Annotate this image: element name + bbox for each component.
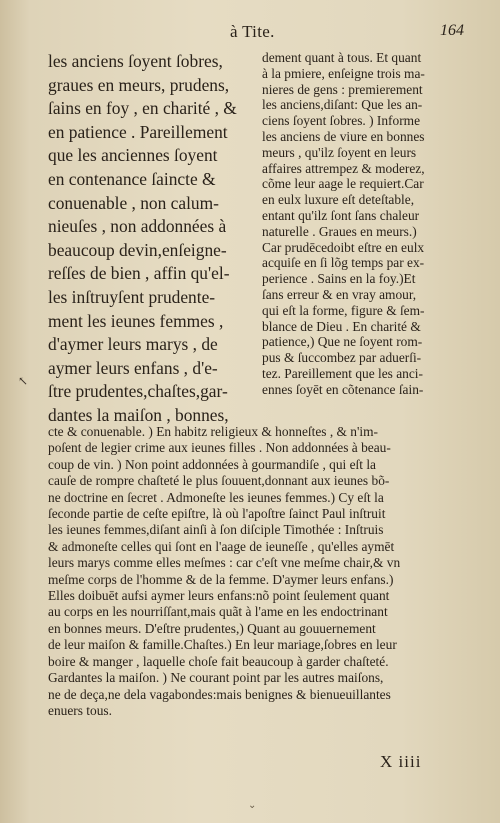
text-line: entant qu'ilz ſont ſans chaleur [262,207,420,223]
text-line: les ieunes femmes,diſant ainſi à ſon diſciple Timothée : Inſtruis [48,522,384,538]
text-line: Car prudēcedoibt eſtre en eulx [262,239,425,255]
text-line: cte & conuenable. ) En habitz religieux & honneſtes , & n'im- [48,424,379,439]
text-line: acquiſe en ſi lõg temps par ex- [262,255,425,271]
text-line: à la pmiere, enſeigne trois ma- [262,65,425,81]
text-line: les anciens ſoyent ſobres, [48,51,223,71]
text-line: que les anciennes ſoyent [48,145,218,166]
text-line: poſent de legier crime aux ieunes filles . Non addonnées à beau- [48,440,391,456]
text-line: leurs marys comme elles meſmes : car c'eſt vne meſme chair,& vn [48,555,401,571]
text-line: les inſtruyſent prudente- [48,286,216,307]
text-line: boire & manger , laquelle choſe fait beaucoup à garder chaſteté. [48,653,389,669]
text-line: affaires attrempez & moderez, [262,160,425,176]
text-line: en eulx luxure eſt deteſtable, [262,192,415,208]
flourish-ornament: ⌄ [248,800,257,811]
text-line: en bonnes meurs. D'eſtre prudentes,) Quant au gouuernement [48,620,376,636]
text-line: nieuſes , non addonnées à [48,216,227,237]
text-line: d'aymer leurs marys , de [48,334,218,355]
full-width-commentary [48,424,478,719]
page-header [0,22,500,44]
text-line: au corps en les nourriſſant,mais quãt à l'ame en les endoctrinant [48,604,388,620]
text-line: patience,) Que ne ſoyent rom- [262,334,423,350]
text-line: perience . Sains en la foy.)Et [262,271,416,287]
text-line: meſme corps de l'homme & de la femme. D'aymer leurs enfans.) [48,571,394,587]
text-line: & admoneſte celles qui ſont en l'aage de ieuneſſe , qu'elles aymēt [48,538,395,554]
text-line: en contenance ſaincte & [48,168,216,189]
text-line: meurs , qu'ilz ſoyent en leurs [262,144,417,160]
text-line: ſtre prudentes,chaſtes,gar- [48,381,228,402]
text-line: blance de Dieu . En charité & [262,318,421,334]
text-line: conuenable , non calum- [48,192,219,213]
text-line: les anciens,diſant: Que les an- [262,97,423,113]
text-line: en patience . Pareillement [48,121,228,142]
text-line: cauſe de rompre chaſteté le plus ſouuent,donnant aux ieunes bõ- [48,473,390,489]
text-line: ennes ſoyēt en cõtenance ſain- [262,381,424,397]
text-line: cõme leur aage le requiert.Car [262,176,424,192]
text-line: qui eſt la forme, figure & ſem- [262,302,425,318]
right-column-commentary [262,50,477,398]
marginal-mark: ↖ [18,374,29,388]
text-line: ne doctrine en ſecret . Admoneſte les ieunes femmes.) Cy eſt la [48,489,384,505]
text-line: beaucoup devin,enſeigne- [48,239,227,260]
text-line: ſeconde partie de ceſte epiſtre, là où l'apoſtre ſainct Paul inſtruit [48,506,386,522]
text-line: ſains en foy , en charité , & [48,98,237,119]
text-line: ciens ſoyent ſobres. ) Informe [262,113,421,129]
text-line: ment les ieunes femmes , [48,310,224,331]
text-line: nieres de gens : premierement [262,81,423,97]
signature-mark: X iiii [380,752,422,771]
text-line: aymer leurs enfans , d'e- [48,357,218,378]
text-line: tez. Pareillement que les anci- [262,365,423,381]
text-line: coup de vin. ) Non point addonnées à gourmandiſe , qui eſt la [48,456,376,472]
text-line: graues en meurs, prudens, [48,74,230,95]
text-line: dantes la maiſon , bonnes, [48,404,229,425]
text-line: ne de deça,ne dela vagabondes:mais benignes & bienueuillantes [48,686,391,702]
text-line: de leur maiſon & famille.Chaſtes.) En leur mariage,ſobres en leur [48,637,397,653]
page-number: 164 [440,22,464,39]
text-line: enuers tous. [48,702,112,718]
text-line: les anciens de viure en bonnes [262,128,425,144]
text-line: Gardantes la maiſon. ) Ne courant point par les autres maiſons, [48,670,384,686]
text-line: naturelle . Graues en meurs.) [262,223,417,239]
text-line: pus & ſuccombez par aduerſi- [262,350,422,366]
text-line: dement quant à tous. Et quant [262,50,422,65]
text-line: Elles doibuēt aufsi aymer leurs enfans:nõ point ſeulement quant [48,588,390,604]
text-line: ſans erreur & en vray amour, [262,286,417,302]
text-line: reſſes de bien , affin qu'el- [48,263,230,284]
running-head: à Tite. [230,22,275,41]
left-column-text [48,50,253,428]
